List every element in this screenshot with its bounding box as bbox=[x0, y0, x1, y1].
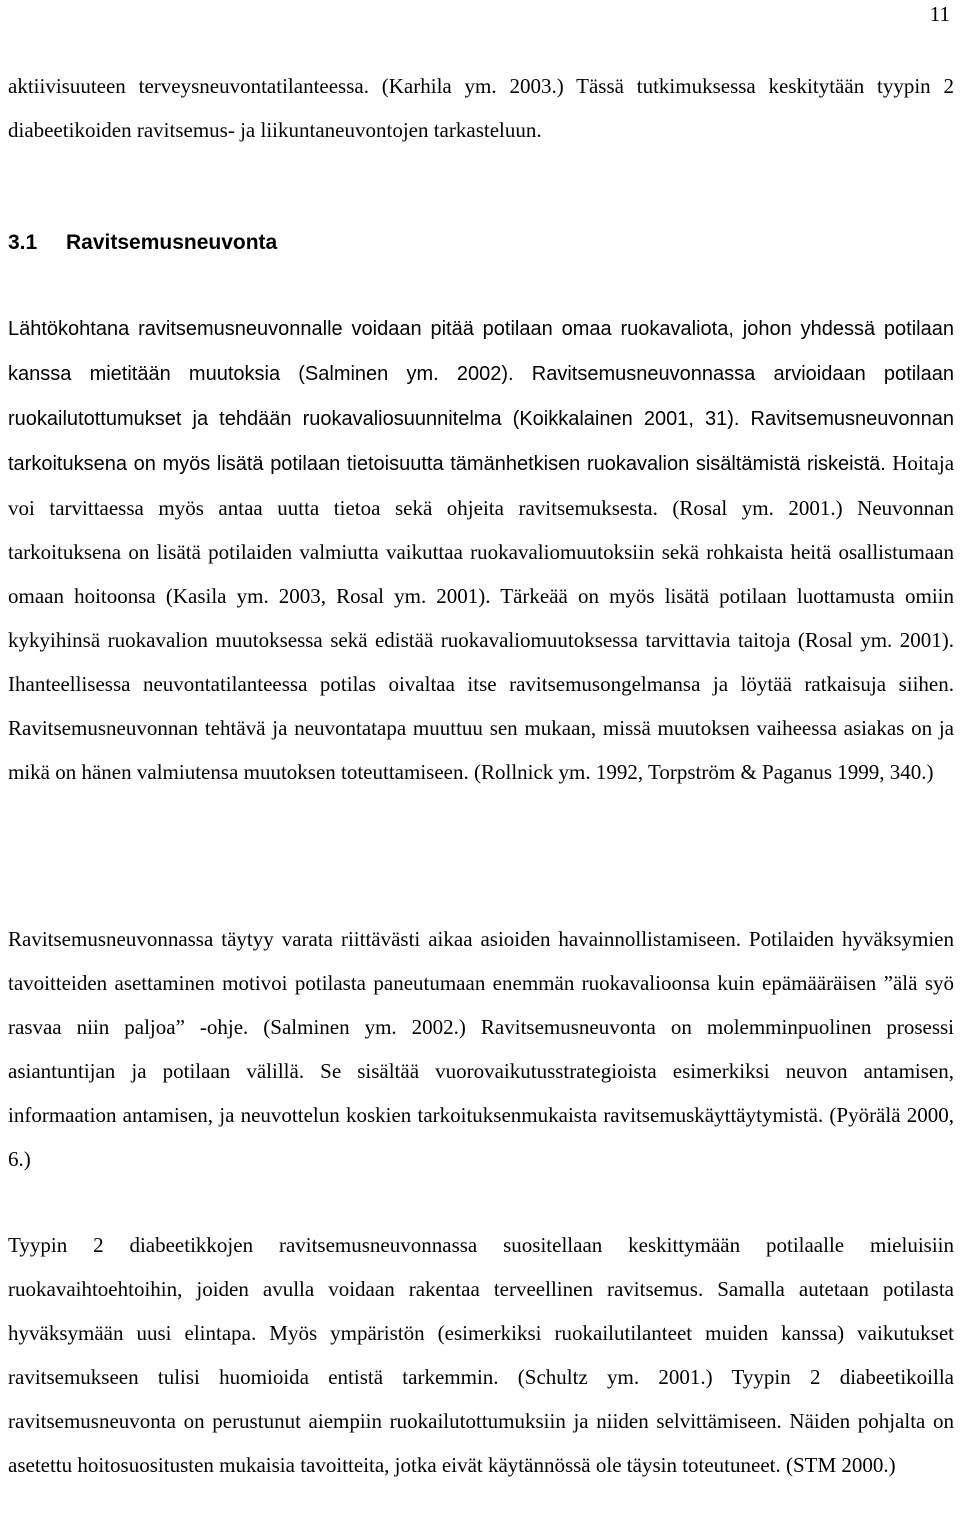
paragraph-1-serif-part: Hoitaja voi tarvittaessa myös antaa uutta tietoa sekä ohjeita ravitsemuksesta. (Rosal ym. 2001.) Neuvonnan tarkoituksena on lisätä potilaiden valmiutta vaikuttaa ruokavaliomuutoksiin sekä rohkaista heitä osallistumaan omaan hoitoonsa (Kasila ym. 2003, Rosal ym. 2001). Tärkeää on myös lisätä potilaan luottamusta omiin kykyihinsä ruokavalion muutoksessa sekä edistää ruokavaliomuutoksessa tarvittavia taitoja (Rosal ym. 2001). Ihanteellisessa neuvontatilanteessa potilas oivaltaa itse ravitsemusongelmansa ja löytää ratkaisuja siihen. Ravitsemusneuvonnan tehtävä ja neuvontatapa muuttuu sen mukaan, missä muutoksen vaiheessa asiakas on ja mikä on hänen valmiutensa muutoksen toteuttamiseen. (Rollnick ym. 1992, Torpström & Paganus 1999, 340.) bbox=[8, 451, 955, 784]
lead-paragraph: aktiivisuuteen terveysneuvontatilanteessa. (Karhila ym. 2003.) Tässä tutkimuksessa keskitytään tyypin 2 diabeetikoiden ravitsemus- ja liikuntaneuvontojen tarkasteluun. bbox=[8, 74, 954, 142]
section-number: 3.1 bbox=[8, 231, 38, 254]
paragraph-1-sans-part: Lähtökohtana ravitsemusneuvonnalle voidaan pitää potilaan omaa ruokavaliota, johon yhdessä potilaan kanssa mietitään muutoksia (Salminen ym. 2002). Ravitsemusneuvonnassa arvioidaan potilaan ruokailutottumukset ja tehdään ruokavaliosuunnitelma (Koikkalainen 2001, 31). Ravitsemusneuvonnan tarkoituksena on myös lisätä potilaan tietoisuutta tämänhetkisen ruokavalion sisältämistä riskeistä. bbox=[8, 318, 954, 475]
section-paragraph-1 bbox=[8, 306, 954, 794]
section-paragraph-2: Ravitsemusneuvonnassa täytyy varata riittävästi aikaa asioiden havainnollistamiseen. Potilaiden hyväksymien tavoitteiden asettaminen motivoi potilasta paneutumaan enemmän ruokavalioonsa kuin epämääräisen ”älä syö rasvaa niin paljoa” -ohje. (Salminen ym. 2002.) Ravitsemusneuvonta on molemminpuolinen prosessi asiantuntijan ja potilaan välillä. Se sisältää vuorovaikutusstrategioista esimerkiksi neuvon antamisen, informaation antamisen, ja neuvottelun koskien tarkoituksenmukaista ravitsemuskäyttäytymistä. (Pyörälä 2000, 6.) bbox=[8, 927, 954, 1171]
section-heading bbox=[8, 221, 277, 265]
section-paragraph-3: Tyypin 2 diabeetikkojen ravitsemusneuvonnassa suositellaan keskittymään potilaalle mieluisiin ruokavaihtoehtoihin, joiden avulla voidaan rakentaa terveellinen ravitsemus. Samalla autetaan potilasta hyväksymään uusi elintapa. Myös ympäristön (esimerkiksi ruokailutilanteet muiden kanssa) vaikutukset ravitsemukseen tulisi huomioida entistä tarkemmin. (Schultz ym. 2001.) Tyypin 2 diabeetikoilla ravitsemusneuvonta on perustunut aiempiin ruokailutottumuksiin ja niiden selvittämiseen. Näiden pohjalta on asetettu hoitosuositusten mukaisia tavoitteita, jotka eivät käytännössä ole täysin toteutuneet. (STM 2000.) bbox=[8, 1233, 954, 1477]
page-number: 11 bbox=[929, 2, 950, 26]
section-title: Ravitsemusneuvonta bbox=[66, 231, 278, 254]
